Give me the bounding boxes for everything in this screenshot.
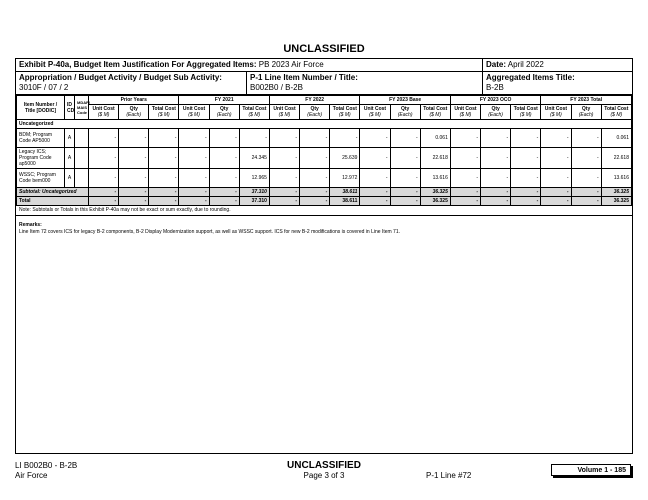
remarks-section (16, 216, 632, 242)
value-cell: - (209, 197, 239, 206)
value-cell: - (511, 197, 541, 206)
col-mdap-header: MDAP/ MAIS Code (75, 96, 89, 120)
remarks-text: Line Item 72 covers ICS for legacy B-2 components, B-2 Display Modernization support, as well as WSSC support. ICS for new B-2 modifications is covered in Line Item 71. (19, 229, 401, 235)
value-cell: 36.325 (420, 188, 450, 197)
line-item-label: P-1 Line Item Number / Title: (250, 73, 358, 82)
value-cell: 13.616 (420, 169, 450, 188)
item-title-cell: Subtotal: Uncategorized (17, 188, 89, 197)
value-cell: 38.611 (330, 197, 360, 206)
value-cell: - (571, 197, 601, 206)
value-cell: - (511, 148, 541, 169)
value-cell: - (119, 169, 149, 188)
appropriation-value: 3010F / 07 / 2 (19, 83, 69, 92)
sub-header: Qty (Each) (571, 105, 601, 120)
value-cell: - (89, 197, 119, 206)
value-cell: - (149, 148, 179, 169)
table-row (17, 148, 632, 169)
value-cell: - (300, 188, 330, 197)
value-cell: 12.972 (330, 169, 360, 188)
item-title-cell: WSSC; Program Code bem000 (17, 169, 65, 188)
item-title-cell: Total (17, 197, 89, 206)
sub-header: Total Cost ($ M) (511, 105, 541, 120)
sub-header: Qty (Each) (390, 105, 420, 120)
value-cell: - (511, 169, 541, 188)
value-cell: - (179, 188, 209, 197)
footer-page: Page 3 of 3 (303, 471, 345, 480)
value-cell: - (390, 129, 420, 148)
value-cell: 12.965 (239, 169, 269, 188)
sub-header: Qty (Each) (209, 105, 239, 120)
value-cell: - (571, 148, 601, 169)
volume-box: Volume 1 - 185 (551, 464, 631, 476)
value-cell: - (541, 148, 571, 169)
footer-line-item: LI B002B0 - B-2B (15, 461, 78, 470)
value-cell: - (269, 188, 299, 197)
col-item-header: Item Number / Title [DODIC] (17, 96, 65, 120)
value-cell: - (450, 188, 480, 197)
sub-header-row (17, 105, 632, 120)
value-cell: - (269, 148, 299, 169)
value-cell: - (179, 148, 209, 169)
sub-header: Total Cost ($ M) (239, 105, 269, 120)
value-cell: - (390, 148, 420, 169)
value-cell: - (149, 188, 179, 197)
value-cell: 22.618 (420, 148, 450, 169)
value-cell: 36.325 (601, 188, 631, 197)
group-header-row (17, 96, 632, 105)
value-cell: - (119, 197, 149, 206)
group-header: FY 2022 (269, 96, 359, 105)
value-cell: - (179, 129, 209, 148)
value-cell: - (119, 148, 149, 169)
sub-header: Unit Cost ($ M) (179, 105, 209, 120)
value-cell: 22.618 (601, 148, 631, 169)
value-cell: - (541, 169, 571, 188)
value-cell: 38.611 (330, 188, 360, 197)
value-cell: 0.061 (601, 129, 631, 148)
value-cell: - (450, 169, 480, 188)
appropriation-row (16, 72, 632, 95)
value-cell: - (360, 197, 390, 206)
sub-header: Qty (Each) (300, 105, 330, 120)
section-label: Uncategorized (17, 120, 632, 129)
value-cell: 36.325 (420, 197, 450, 206)
value-cell: 25.639 (330, 148, 360, 169)
date-value: April 2022 (507, 60, 544, 69)
value-cell: - (239, 129, 269, 148)
value-cell: - (149, 197, 179, 206)
value-cell: - (149, 129, 179, 148)
value-cell: - (330, 129, 360, 148)
value-cell: - (119, 188, 149, 197)
sub-header: Total Cost ($ M) (330, 105, 360, 120)
value-cell: - (300, 148, 330, 169)
value-cell: - (269, 169, 299, 188)
value-cell: - (511, 188, 541, 197)
date-label: Date: (486, 60, 507, 69)
group-header: FY 2023 Total (541, 96, 632, 105)
exhibit-title-label: Exhibit P-40a, Budget Item Justification For Aggregated Items: (19, 60, 257, 69)
sub-header: Unit Cost ($ M) (89, 105, 119, 120)
sub-header: Unit Cost ($ M) (450, 105, 480, 120)
table-row (17, 169, 632, 188)
value-cell: - (481, 148, 511, 169)
sub-header: Total Cost ($ M) (601, 105, 631, 120)
table-row (17, 197, 632, 206)
id-code-cell: A (65, 169, 75, 188)
value-cell: - (450, 129, 480, 148)
value-cell: - (511, 129, 541, 148)
sub-header: Unit Cost ($ M) (541, 105, 571, 120)
group-header: FY 2021 (179, 96, 269, 105)
value-cell: - (209, 129, 239, 148)
budget-table (16, 95, 632, 206)
exhibit-frame (15, 58, 633, 454)
aggregated-title-value: B-2B (486, 83, 504, 92)
value-cell: - (89, 129, 119, 148)
group-header: FY 2023 Base (360, 96, 450, 105)
value-cell: - (541, 197, 571, 206)
value-cell: - (360, 169, 390, 188)
value-cell: 37.310 (239, 188, 269, 197)
item-title-cell: Legacy ICS; Program Code ap5000 (17, 148, 65, 169)
value-cell: - (541, 188, 571, 197)
item-title-cell: BDM; Program Code AP5000 (17, 129, 65, 148)
value-cell: - (360, 188, 390, 197)
value-cell: - (300, 197, 330, 206)
sub-header: Unit Cost ($ M) (269, 105, 299, 120)
value-cell: 0.061 (420, 129, 450, 148)
line-item-value: B002B0 / B-2B (250, 83, 303, 92)
value-cell: - (390, 169, 420, 188)
sub-header: Total Cost ($ M) (420, 105, 450, 120)
value-cell: - (300, 129, 330, 148)
value-cell: - (119, 129, 149, 148)
value-cell: - (179, 169, 209, 188)
value-cell: - (390, 197, 420, 206)
table-body (17, 120, 632, 206)
exhibit-header-row (16, 59, 632, 72)
value-cell: - (89, 148, 119, 169)
value-cell: - (541, 129, 571, 148)
value-cell: 36.325 (601, 197, 631, 206)
value-cell: 37.310 (239, 197, 269, 206)
group-header: Prior Years (89, 96, 179, 105)
classification-bottom: UNCLASSIFIED (287, 460, 361, 471)
value-cell: - (209, 148, 239, 169)
footer-p1-line: P-1 Line #72 (426, 471, 472, 480)
mdap-cell (75, 169, 89, 188)
id-code-cell: A (65, 148, 75, 169)
appropriation-label: Appropriation / Budget Activity / Budget Sub Activity: (19, 73, 222, 82)
value-cell: - (481, 129, 511, 148)
value-cell: - (481, 169, 511, 188)
id-code-cell: A (65, 129, 75, 148)
value-cell: - (300, 169, 330, 188)
value-cell: 24.345 (239, 148, 269, 169)
mdap-cell (75, 129, 89, 148)
sub-header: Total Cost ($ M) (149, 105, 179, 120)
footer-service: Air Force (15, 471, 48, 480)
value-cell: - (89, 169, 119, 188)
aggregated-title-label: Aggregated Items Title: (486, 73, 575, 82)
sub-header: Unit Cost ($ M) (360, 105, 390, 120)
value-cell: - (450, 197, 480, 206)
value-cell: - (209, 169, 239, 188)
classification-top: UNCLASSIFIED (283, 43, 365, 55)
group-header: FY 2023 OCO (450, 96, 540, 105)
sub-header: Qty (Each) (481, 105, 511, 120)
value-cell: - (269, 197, 299, 206)
value-cell: - (209, 188, 239, 197)
value-cell: 13.616 (601, 169, 631, 188)
table-row (17, 188, 632, 197)
value-cell: - (360, 148, 390, 169)
value-cell: - (179, 197, 209, 206)
value-cell: - (571, 129, 601, 148)
value-cell: - (89, 188, 119, 197)
rounding-note: Note: Subtotals or Totals in this Exhibit P-40a may not be exact or sum exactly, due to rounding. (16, 206, 632, 216)
value-cell: - (571, 169, 601, 188)
section-row (17, 120, 632, 129)
sub-header: Qty (Each) (119, 105, 149, 120)
value-cell: - (481, 188, 511, 197)
mdap-cell (75, 148, 89, 169)
value-cell: - (360, 129, 390, 148)
value-cell: - (481, 197, 511, 206)
value-cell: - (571, 188, 601, 197)
exhibit-title-value: PB 2023 Air Force (258, 60, 324, 69)
value-cell: - (450, 148, 480, 169)
table-row (17, 129, 632, 148)
value-cell: - (269, 129, 299, 148)
value-cell: - (149, 169, 179, 188)
col-id-header: ID CD (65, 96, 75, 120)
value-cell: - (390, 188, 420, 197)
remarks-label: Remarks: (19, 222, 42, 228)
